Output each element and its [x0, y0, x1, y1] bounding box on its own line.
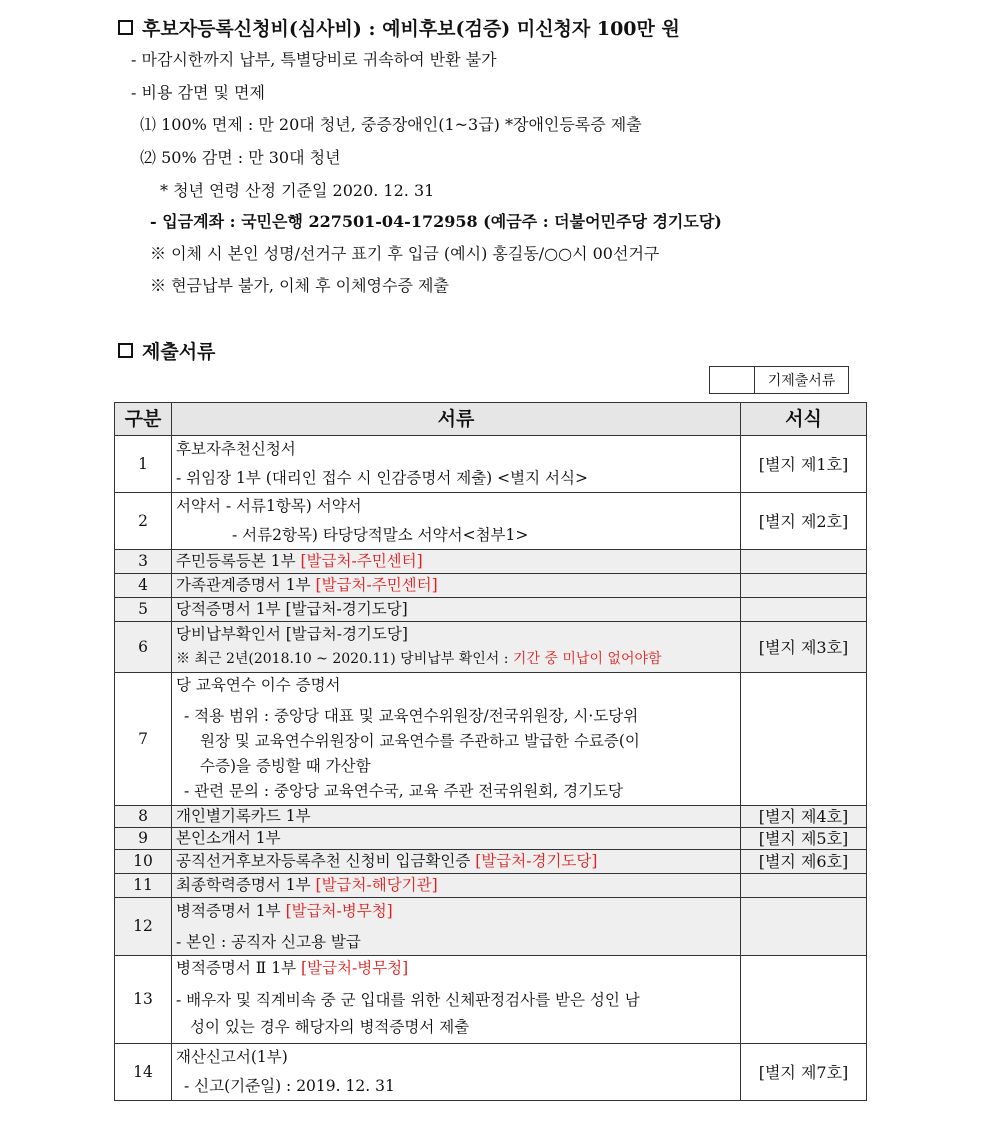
row-note: - 본인 : 공직자 신고용 발급	[176, 932, 361, 951]
table-row	[115, 1044, 867, 1101]
row-note: 수증)을 증빙할 때 가산함	[200, 756, 371, 775]
row-title: 서약서 - 서류1항목) 서약서	[176, 497, 362, 515]
row-description	[172, 598, 741, 622]
row-form	[741, 874, 867, 898]
row-note: ※ 최근 2년(2018.10 ~ 2020.11) 당비납부 확인서 :	[176, 651, 513, 667]
table-row	[115, 956, 867, 1044]
row-number: 3	[115, 550, 172, 574]
table-row	[115, 550, 867, 574]
row-title: 최종학력증명서 1부	[176, 876, 316, 894]
row-title: 병적증명서 Ⅱ 1부	[176, 959, 302, 977]
legend	[709, 366, 849, 394]
row-number: 8	[115, 806, 172, 828]
row-number: 11	[115, 874, 172, 898]
row-form	[741, 673, 867, 806]
row-number: 2	[115, 493, 172, 550]
row-title: 공직선거후보자등록추천 신청비 입금확인증	[176, 852, 476, 870]
row-form: [별지 제1호]	[741, 436, 867, 493]
docs-section-heading	[118, 337, 215, 364]
row-description	[172, 850, 741, 874]
row-description	[172, 828, 741, 850]
table-row	[115, 898, 867, 956]
row-description	[172, 622, 741, 673]
checkbox-square-icon	[118, 20, 133, 35]
bank-account-line: - 입금계좌 : 국민은행 227501-04-172958 (예금주 : 더불어민주당 경기도당)	[150, 212, 722, 231]
fee-section-heading	[118, 14, 680, 41]
table-row	[115, 850, 867, 874]
row-form: [별지 제3호]	[741, 622, 867, 673]
row-title: 후보자추천신청서	[176, 440, 296, 458]
row-title: 당비납부확인서 [발급처-경기도당]	[176, 625, 408, 643]
row-form	[741, 598, 867, 622]
row-form	[741, 574, 867, 598]
row-form: [별지 제4호]	[741, 806, 867, 828]
col-header-document: 서류	[172, 403, 741, 436]
table-row	[115, 874, 867, 898]
table-row	[115, 622, 867, 673]
col-header-category: 구분	[115, 403, 172, 436]
fee-line: ※ 현금납부 불가, 이체 후 이체영수증 제출	[150, 276, 449, 295]
row-description	[172, 806, 741, 828]
table-row	[115, 828, 867, 850]
table-row	[115, 574, 867, 598]
row-number: 5	[115, 598, 172, 622]
row-number: 10	[115, 850, 172, 874]
row-form: [별지 제5호]	[741, 828, 867, 850]
row-note: 성이 있는 경우 해당자의 병적증명서 제출	[190, 1018, 470, 1036]
row-description	[172, 874, 741, 898]
legend-swatch	[710, 367, 755, 393]
row-number: 9	[115, 828, 172, 850]
table-row	[115, 673, 867, 806]
col-header-form: 서식	[741, 403, 867, 436]
row-description	[172, 673, 741, 806]
row-number: 6	[115, 622, 172, 673]
row-form: [별지 제2호]	[741, 493, 867, 550]
documents-table	[114, 402, 867, 1101]
row-description	[172, 1044, 741, 1101]
row-issuer-red: [발급처-주민센터]	[300, 552, 423, 570]
row-title: 병적증명서 1부	[176, 901, 286, 920]
row-description	[172, 574, 741, 598]
row-note: - 배우자 및 직계비속 중 군 입대를 위한 신체판정검사를 받은 성인 남	[176, 991, 640, 1009]
table-row	[115, 806, 867, 828]
row-title: 주민등록등본 1부	[176, 552, 301, 570]
row-number: 13	[115, 956, 172, 1044]
fee-line: - 마감시한까지 납부, 특별당비로 귀속하여 반환 불가	[131, 50, 497, 69]
row-issuer-red: [발급처-해당기관]	[315, 876, 438, 894]
row-number: 1	[115, 436, 172, 493]
row-note: - 신고(기준일) : 2019. 12. 31	[184, 1077, 395, 1095]
table-row	[115, 493, 867, 550]
row-note: - 적용 범위 : 중앙당 대표 및 교육연수위원장/전국위원장, 시·도당위	[184, 706, 639, 725]
row-number: 4	[115, 574, 172, 598]
row-issuer-red: [발급처-병무청]	[285, 901, 393, 920]
row-note: - 서류2항목) 타당당적말소 서약서<첨부1>	[232, 526, 529, 544]
row-form: [별지 제7호]	[741, 1044, 867, 1101]
legend-label: 기제출서류	[767, 373, 836, 389]
row-issuer-red: [발급처-주민센터]	[315, 576, 438, 594]
row-description	[172, 436, 741, 493]
fee-line: ※ 이체 시 본인 성명/선거구 표기 후 입금 (예시) 홍길동/○○시 00선거구	[150, 244, 660, 263]
row-description	[172, 493, 741, 550]
row-title: 재산신고서(1부)	[176, 1048, 288, 1066]
row-form	[741, 550, 867, 574]
row-note-red: 기간 중 미납이 없어야함	[512, 651, 662, 667]
row-note: - 위임장 1부 (대리인 접수 시 인감증명서 제출) <별지 서식>	[176, 469, 588, 487]
row-form	[741, 956, 867, 1044]
row-form	[741, 898, 867, 956]
row-number: 7	[115, 673, 172, 806]
row-note: - 관련 문의 : 중앙당 교육연수국, 교육 주관 전국위원회, 경기도당	[184, 781, 623, 800]
row-issuer-red: [발급처-병무청]	[301, 959, 409, 977]
row-title: 본인소개서 1부	[176, 829, 281, 847]
row-description	[172, 550, 741, 574]
row-title: 당적증명서 1부 [발급처-경기도당]	[176, 600, 408, 618]
fee-line: * 청년 연령 산정 기준일 2020. 12. 31	[160, 181, 435, 200]
fee-line: ⑴ 100% 면제 : 만 20대 청년, 중증장애인(1~3급) *장애인등록증 제출	[140, 115, 642, 134]
row-title: 당 교육연수 이수 증명서	[176, 675, 341, 694]
table-row	[115, 436, 867, 493]
checkbox-square-icon	[118, 343, 133, 358]
row-form: [별지 제6호]	[741, 850, 867, 874]
row-note: 원장 및 교육연수위원장이 교육연수를 주관하고 발급한 수료증(이	[200, 731, 640, 750]
row-number: 14	[115, 1044, 172, 1101]
row-issuer-red: [발급처-경기도당]	[475, 852, 598, 870]
fee-line: - 비용 감면 및 면제	[131, 83, 265, 102]
table-row	[115, 598, 867, 622]
fee-line: ⑵ 50% 감면 : 만 30대 청년	[140, 148, 341, 167]
row-title: 개인별기록카드 1부	[176, 807, 311, 825]
row-description	[172, 898, 741, 956]
docs-section-title: 제출서류	[142, 341, 216, 363]
row-title: 가족관계증명서 1부	[176, 576, 316, 594]
row-number: 12	[115, 898, 172, 956]
fee-section-title: 후보자등록신청비(심사비) : 예비후보(검증) 미신청자 100만 원	[142, 18, 680, 40]
row-description	[172, 956, 741, 1044]
